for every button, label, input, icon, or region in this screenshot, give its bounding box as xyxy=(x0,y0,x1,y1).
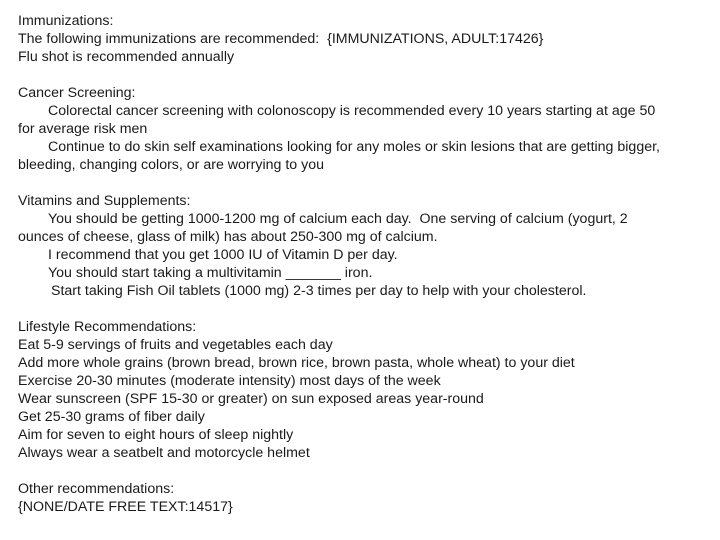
immunizations-heading: Immunizations: xyxy=(18,13,114,29)
lifestyle-item: Get 25-30 grams of fiber daily xyxy=(18,409,205,425)
section-spacer xyxy=(18,66,708,84)
colorectal-screening-line: Colorectal cancer screening with colonoscopy is recommended every 10 years starting at age 50 xyxy=(48,103,656,119)
lifestyle-item: Eat 5-9 servings of fruits and vegetables each day xyxy=(18,337,333,353)
cancer-screening-heading: Cancer Screening: xyxy=(18,85,136,101)
fish-oil-line: Start taking Fish Oil tablets (1000 mg) 2-3 times per day to help with your cholesterol. xyxy=(51,283,587,299)
skin-exam-line: Continue to do skin self examinations looking for any moles or skin lesions that are getting bigger, xyxy=(48,139,660,155)
other-section xyxy=(18,480,708,516)
lifestyle-item: Add more whole grains (brown bread, brown rice, brown pasta, whole wheat) to your diet xyxy=(18,355,575,371)
cancer-screening-section xyxy=(18,84,708,174)
section-spacer xyxy=(18,300,708,318)
lifestyle-heading: Lifestyle Recommendations: xyxy=(18,319,197,335)
other-heading: Other recommendations: xyxy=(18,481,175,497)
vitamin-d-line: I recommend that you get 1000 IU of Vitamin D per day. xyxy=(48,247,398,263)
lifestyle-section xyxy=(18,318,708,462)
colorectal-screening-continuation: for average risk men xyxy=(18,121,148,137)
immunizations-section xyxy=(18,12,708,66)
skin-exam-continuation: bleeding, changing colors, or are worrying to you xyxy=(18,157,324,173)
calcium-continuation: ounces of cheese, glass of milk) has about 250-300 mg of calcium. xyxy=(18,229,438,245)
vitamins-section xyxy=(18,192,708,300)
calcium-line: You should be getting 1000-1200 mg of calcium each day. One serving of calcium (yogurt, 2 xyxy=(48,211,628,227)
section-spacer xyxy=(18,462,708,480)
multivitamin-line: You should start taking a multivitamin _______ iron. xyxy=(48,265,373,281)
lifestyle-item: Always wear a seatbelt and motorcycle helmet xyxy=(18,445,310,461)
lifestyle-item: Aim for seven to eight hours of sleep nightly xyxy=(18,427,294,443)
lifestyle-item: Wear sunscreen (SPF 15-30 or greater) on sun exposed areas year-round xyxy=(18,391,484,407)
recommendations-document xyxy=(18,12,708,516)
immunizations-recommended-line: The following immunizations are recommended: {IMMUNIZATIONS, ADULT:17426} xyxy=(18,31,544,47)
other-free-text: {NONE/DATE FREE TEXT:14517} xyxy=(18,499,233,515)
lifestyle-item: Exercise 20-30 minutes (moderate intensity) most days of the week xyxy=(18,373,441,389)
flu-shot-line: Flu shot is recommended annually xyxy=(18,49,235,65)
vitamins-heading: Vitamins and Supplements: xyxy=(18,193,191,209)
section-spacer xyxy=(18,174,708,192)
